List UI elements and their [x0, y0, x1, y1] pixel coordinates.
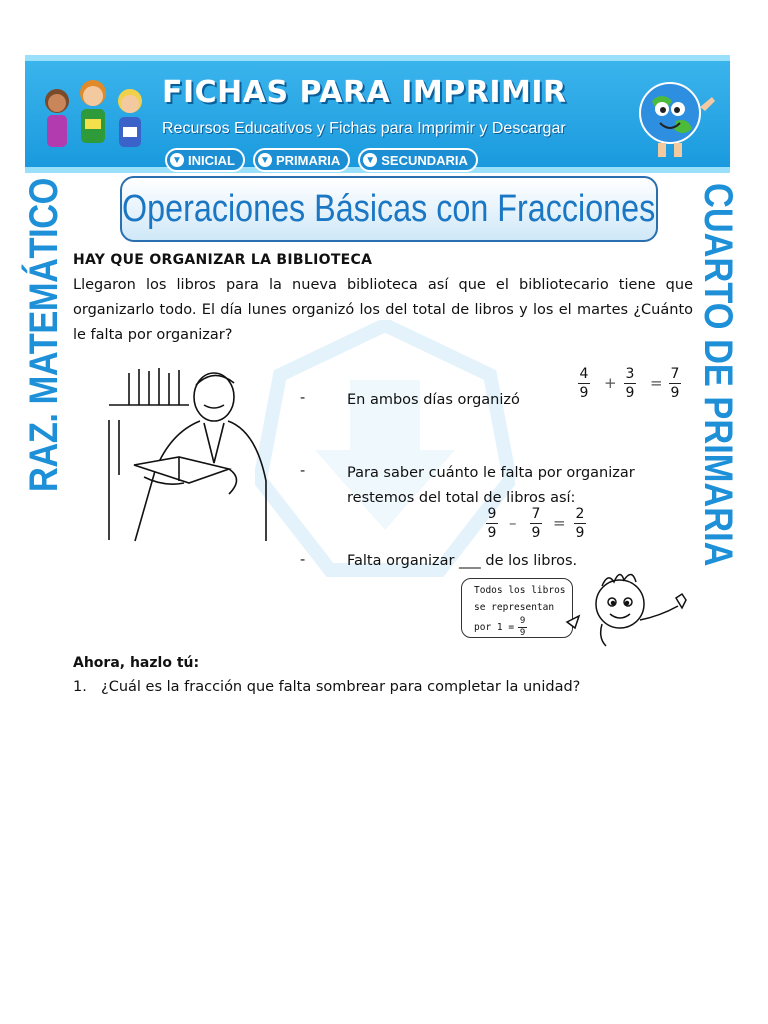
question-1: 1. ¿Cuál es la fracción que falta sombrear para completar la unidad?	[73, 679, 581, 695]
subject-label: RAZ. MATEMÁTICO	[22, 178, 66, 492]
nav-secundaria[interactable]: ▼ SECUNDARIA	[358, 148, 478, 172]
eq2-fraction-a: 9 9	[487, 506, 497, 541]
eq2-fraction-c: 2 9	[575, 506, 585, 541]
globe-mascot-icon	[630, 71, 720, 167]
eq1-fraction-b: 3 9	[625, 366, 635, 401]
header-banner	[25, 55, 730, 173]
practice-heading: Ahora, hazlo tú:	[73, 655, 200, 671]
arrow-down-icon: ▼	[258, 153, 272, 167]
step3-dash: -	[300, 552, 306, 568]
step1-dash: -	[300, 390, 306, 406]
step1-text: En ambos días organizó	[347, 392, 520, 408]
nav-primaria[interactable]: ▼ PRIMARIA	[253, 148, 350, 172]
site-subtitle: Recursos Educativos y Fichas para Imprimir y Descargar	[162, 120, 566, 137]
eq2-minus: –	[509, 514, 517, 532]
step2-dash: -	[300, 463, 306, 479]
eq2-fraction-b: 7 9	[531, 506, 541, 541]
grade-label: CUARTO DE PRIMARIA	[696, 183, 740, 567]
eq1-fraction-a: 4 9	[579, 366, 589, 401]
eq2-equals: =	[553, 514, 566, 532]
page-title-box	[120, 176, 658, 242]
step3-text: Falta organizar ___ de los libros.	[347, 553, 578, 569]
watermark-logo-icon	[255, 320, 515, 580]
eq1-plus: +	[604, 374, 617, 392]
problem-heading: HAY QUE ORGANIZAR LA BIBLIOTECA	[73, 252, 373, 268]
site-title: FICHAS PARA IMPRIMIR	[162, 75, 567, 110]
nav-bar	[165, 148, 478, 172]
librarian-illustration-icon	[104, 365, 274, 545]
arrow-down-icon: ▼	[170, 153, 184, 167]
page-title: Operaciones Básicas con Fracciones	[122, 187, 656, 230]
nav-inicial[interactable]: ▼ INICIAL	[165, 148, 245, 172]
cartoon-kid-icon	[562, 568, 697, 648]
eq1-equals: =	[650, 374, 663, 392]
eq1-fraction-c: 7 9	[670, 366, 680, 401]
arrow-down-icon: ▼	[363, 153, 377, 167]
step2-text: Para saber cuánto le falta por organizar restemos del total de libros así:	[347, 465, 635, 506]
speech-bubble: Todos los libros se representan por 1 = 9 9	[461, 578, 573, 638]
problem-paragraph: Llegaron los libros para la nueva biblioteca así que el bibliotecario tiene que organizarlo todo. El día lunes organizó los del total de libros y los el martes ¿Cuánto le falta por organizar?	[73, 277, 693, 343]
